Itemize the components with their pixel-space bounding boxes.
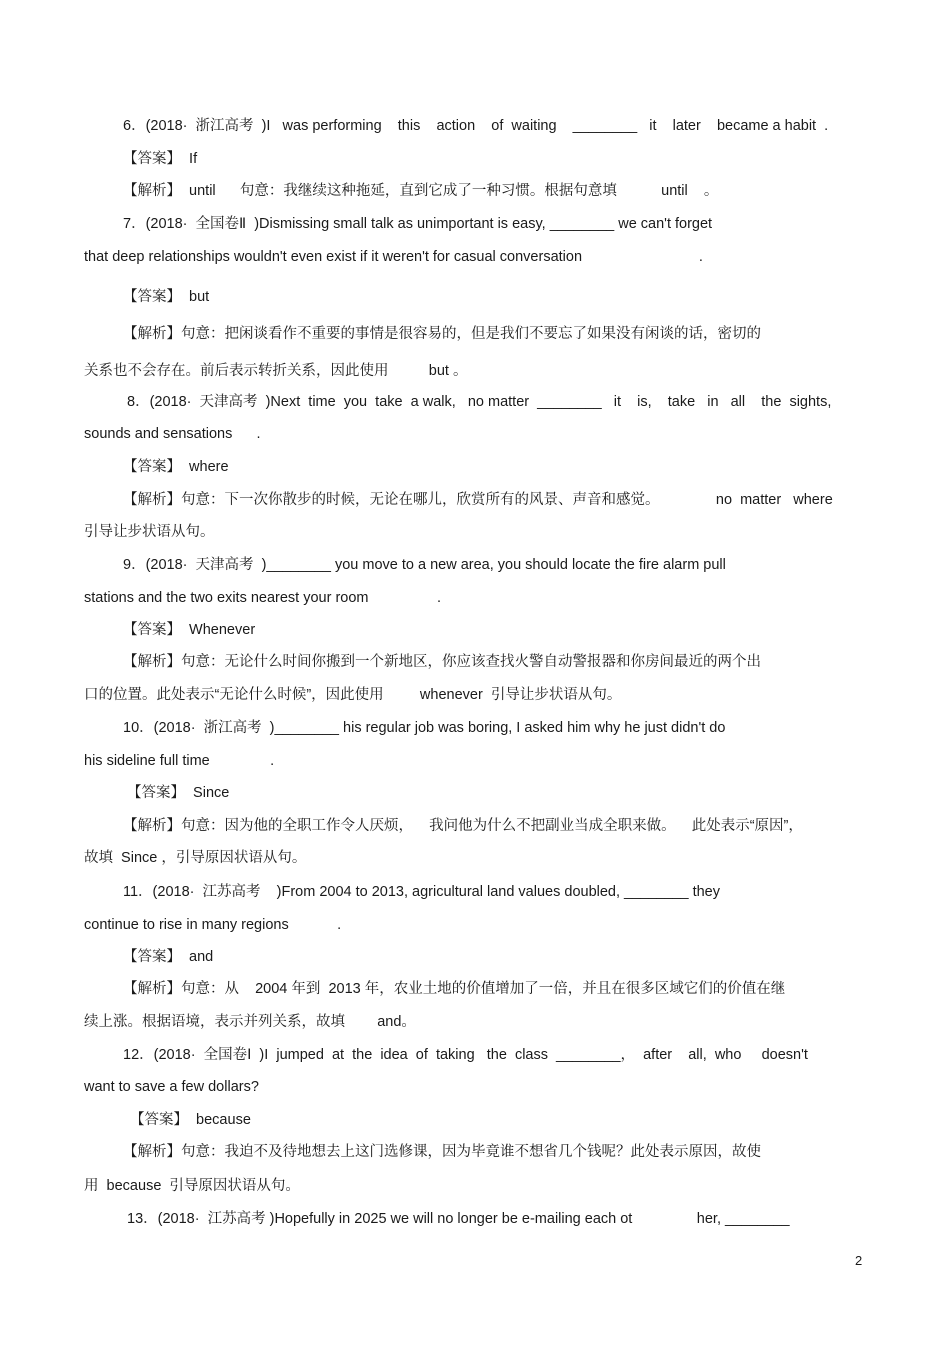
question-7-line-2: that deep relationships wouldn't even exist if it weren't for casual conversation . bbox=[84, 249, 703, 265]
question-9-analysis-1: 【解析】句意：无论什么时间你搬到一个新地区，你应该查找火警自动警报器和你房间最近的两个出 bbox=[123, 654, 761, 670]
question-13-line-1: 13．(2018· 江苏高考 )Hopefully in 2025 we will no longer be e-mailing each ot her, ________ bbox=[127, 1211, 790, 1227]
question-11-line-1: 11．(2018· 江苏高考 )From 2004 to 2013, agricultural land values doubled, ________ they bbox=[123, 884, 720, 900]
question-10-answer: 【答案】 Since bbox=[127, 785, 230, 801]
question-10-analysis-2: 故填 Since ，引导原因状语从句。 bbox=[84, 850, 307, 866]
question-12-line-1: 12．(2018· 全国卷Ⅰ )I jumped at the idea of taking the class ________， after all, who doesn't bbox=[123, 1047, 808, 1063]
question-11-analysis-1: 【解析】句意：从 2004 年到 2013 年，农业土地的价值增加了一倍，并且在很多区域它们的价值在继 bbox=[123, 981, 786, 997]
question-6-analysis-1: 【解析】 until 句意：我继续这种拖延，直到它成了一种习惯。根据句意填 until 。 bbox=[123, 183, 719, 199]
question-7-answer: 【答案】 but bbox=[123, 289, 210, 305]
question-12-analysis-2: 用 because 引导原因状语从句。 bbox=[84, 1178, 300, 1194]
question-11-analysis-2: 续上涨。根据语境，表示并列关系，故填 and。 bbox=[84, 1014, 416, 1030]
question-12-answer: 【答案】 because bbox=[130, 1112, 251, 1128]
question-7-analysis-2: 关系也不会存在。前后表示转折关系，因此使用 but 。 bbox=[84, 363, 468, 379]
question-12-line-2: want to save a few dollars? bbox=[84, 1079, 259, 1095]
question-8-line-2: sounds and sensations . bbox=[84, 426, 261, 442]
question-9-analysis-2: 口的位置。此处表示“无论什么时候”，因此使用 whenever 引导让步状语从句。 bbox=[84, 687, 622, 703]
question-9-line-1: 9．(2018· 天津高考 )________ you move to a new area, you should locate the fire alarm pull bbox=[123, 557, 726, 573]
question-10-line-1: 10．(2018· 浙江高考 )________ his regular job was boring, I asked him why he just didn't do bbox=[123, 720, 726, 736]
question-8-analysis-2: 引导让步状语从句。 bbox=[84, 524, 215, 540]
question-9-line-2: stations and the two exits nearest your room . bbox=[84, 590, 442, 606]
question-8-line-1: 8．(2018· 天津高考 )Next time you take a walk, no matter ________ it is, take in all the sights, bbox=[127, 394, 832, 410]
question-10-line-2: his sideline full time . bbox=[84, 753, 275, 769]
question-6-line-1: 6．(2018· 浙江高考 )I was performing this action of waiting ________ it later became a habit . bbox=[123, 118, 829, 134]
question-11-line-2: continue to rise in many regions . bbox=[84, 917, 342, 933]
question-8-answer: 【答案】 where bbox=[123, 459, 229, 475]
question-7-analysis-1: 【解析】句意：把闲谈看作不重要的事情是很容易的，但是我们不要忘了如果没有闲谈的话，密切的 bbox=[123, 326, 761, 342]
question-12-analysis-1: 【解析】句意：我迫不及待地想去上这门选修课，因为毕竟谁不想省几个钱呢？此处表示原因，故使 bbox=[123, 1144, 761, 1160]
question-9-answer: 【答案】 Whenever bbox=[123, 622, 256, 638]
question-8-analysis-1: 【解析】句意：下一次你散步的时候，无论在哪儿，欣赏所有的风景、声音和感觉。 no matter where bbox=[123, 492, 833, 508]
question-7-line-1: 7．(2018· 全国卷Ⅱ )Dismissing small talk as unimportant is easy, ________ we can't forget bbox=[123, 216, 713, 232]
question-11-answer: 【答案】 and bbox=[123, 949, 214, 965]
page-number: 2 bbox=[855, 1253, 863, 1268]
question-10-analysis-1: 【解析】句意：因为他的全职工作令人厌烦， 我问他为什么不把副业当成全职来做。 此处表示“原因”， bbox=[123, 818, 803, 834]
question-6-answer: 【答案】 If bbox=[123, 151, 198, 167]
